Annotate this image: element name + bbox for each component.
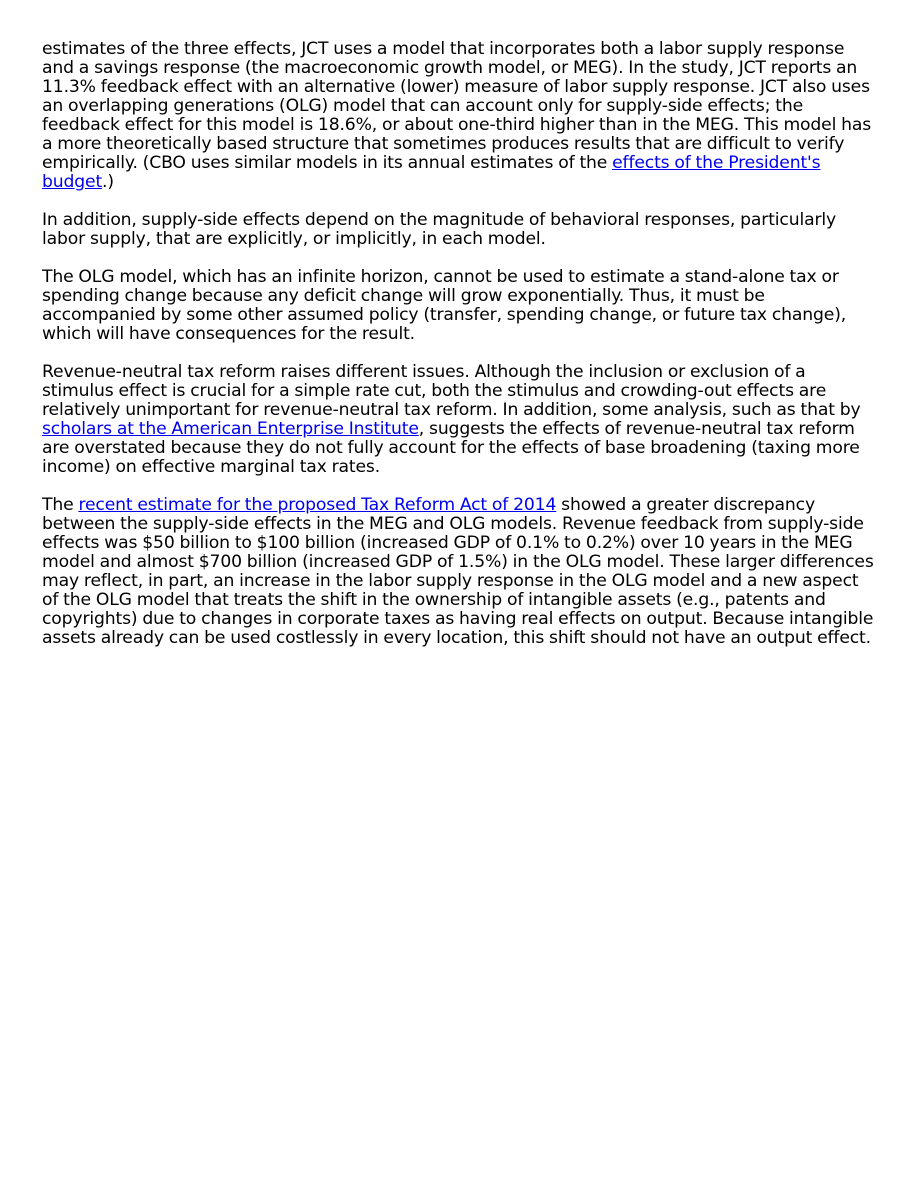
paragraph-model-estimates xyxy=(42,40,878,192)
paragraph-text: showed a greater discrepancy between the supply-side effects in the MEG and OLG models. Revenue feedback from supply-side effects was $50 billion to $100 billion (increased GDP of 0.1% to 0.2%) over 10 years in the MEG model and almost $700 billion (increased GDP of 1.5%) in the OLG model. These larger differences may reflect, in part, an increase in the labor supply response in the OLG model and a new aspect of the OLG model that treats the shift in the ownership of intangible assets (e.g., patents and copyrights) due to changes in corporate taxes as having real effects on output. Because intangible assets already can be used costlessly in every location, this shift should not have an output effect. xyxy=(42,495,874,648)
paragraph-text: In addition, supply-side effects depend on the magnitude of behavioral responses, particularly labor supply, that are explicitly, or implicitly, in each model. xyxy=(42,210,837,249)
paragraph-text: The xyxy=(42,495,79,515)
paragraph-text: , suggests the effects of revenue-neutral tax reform are overstated because they do not fully account for the effects of base broadening (taxing more income) on effective marginal tax rates. xyxy=(42,419,860,477)
paragraph-revenue-neutral xyxy=(42,363,878,477)
link-aei-scholars[interactable]: scholars at the American Enterprise Institute xyxy=(42,419,419,439)
document-body xyxy=(42,40,878,667)
link-effects-presidents-budget[interactable]: effects of the President's budget xyxy=(42,153,821,192)
paragraph-olg-model xyxy=(42,268,878,344)
paragraph-text: Revenue-neutral tax reform raises different issues. Although the inclusion or exclusion of a stimulus effect is crucial for a simple rate cut, both the stimulus and crowding-out effects are relatively unimportant for revenue-neutral tax reform. In addition, some analysis, such as that by xyxy=(42,362,861,420)
paragraph-text: estimates of the three effects, JCT uses a model that incorporates both a labor supply response and a savings response (the macroeconomic growth model, or MEG). In the study, JCT reports an 11.3% feedback effect with an alternative (lower) measure of labor supply response. JCT also uses an overlapping generations (OLG) model that can account only for supply-side effects; the feedback effect for this model is 18.6%, or about one-third higher than in the MEG. This model has a more theoretically based structure that sometimes produces results that are difficult to verify empirically. (CBO uses similar models in its annual estimates of the xyxy=(42,39,872,173)
link-tax-reform-act-2014[interactable]: recent estimate for the proposed Tax Reform Act of 2014 xyxy=(78,495,557,515)
paragraph-text: .) xyxy=(102,172,114,192)
paragraph-behavioral-responses xyxy=(42,211,878,249)
paragraph-tax-reform-2014 xyxy=(42,496,878,648)
paragraph-text: The OLG model, which has an infinite horizon, cannot be used to estimate a stand-alone tax or spending change because any deficit change will grow exponentially. Thus, it must be accompanied by some other assumed policy (transfer, spending change, or future tax change), which will have consequences for the result. xyxy=(42,267,847,344)
